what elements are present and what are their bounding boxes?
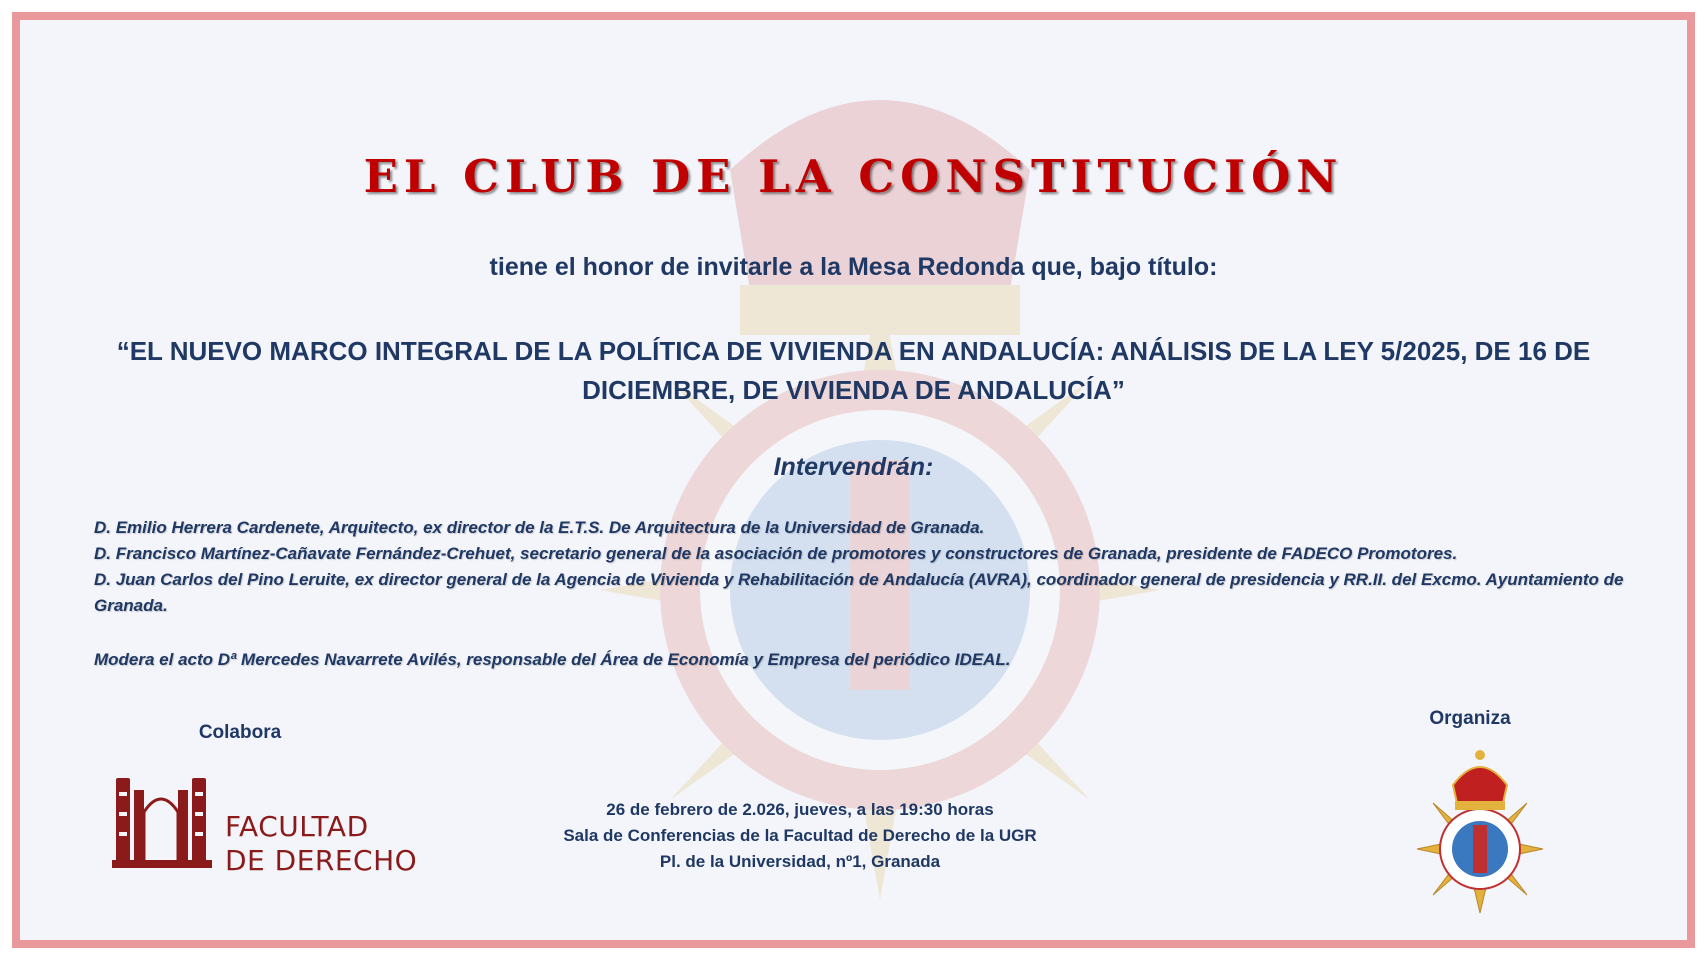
page-title: EL CLUB DE LA CONSTITUCIÓN xyxy=(363,150,1344,203)
speakers-heading: Intervendrán: xyxy=(773,453,934,481)
invitation-frame xyxy=(12,12,1695,948)
event-details xyxy=(450,797,1150,875)
faculty-name xyxy=(225,810,417,878)
speaker-item: D. Francisco Martínez-Cañavate Fernández-Crehuet, secretario general de la asociación de promotores y constructores de Granada, presidente de FADECO Promotores. xyxy=(94,544,1458,563)
talk-title-line: DICIEMBRE, DE VIVIENDA DE ANDALUCÍA” xyxy=(582,375,1125,405)
event-address: Pl. de la Universidad, nº1, Granada xyxy=(659,852,941,871)
faculty-name-line: DE DERECHO xyxy=(225,844,418,877)
moderator-text: Modera el acto Dª Mercedes Navarrete Avilés, responsable del Área de Economía y Empresa del periódico IDEAL. xyxy=(94,650,1011,669)
invitation-subtitle: tiene el honor de invitarle a la Mesa Redonda que, bajo título: xyxy=(489,253,1218,281)
talk-title-line: “EL NUEVO MARCO INTEGRAL DE LA POLÍTICA DE VIVIENDA EN ANDALUCÍA: ANÁLISIS DE LA LEY 5/2025, DE 16 DE xyxy=(116,336,1591,366)
collaborator-label: Colabora xyxy=(198,722,282,743)
event-date: 26 de febrero de 2.026, jueves, a las 19:30 horas xyxy=(606,800,994,819)
faculty-name-line: FACULTAD xyxy=(225,810,369,843)
speaker-item: D. Emilio Herrera Cardenete, Arquitecto, ex director de la E.T.S. De Arquitectura de la Universidad de Granada. xyxy=(94,518,985,537)
talk-title xyxy=(90,332,1617,410)
speakers-list xyxy=(94,515,1627,619)
organizer-label: Organiza xyxy=(1429,708,1511,729)
club-emblem-logo xyxy=(1415,745,1545,915)
faculty-logo-icon xyxy=(108,772,218,872)
speaker-item: D. Juan Carlos del Pino Leruite, ex director general de la Agencia de Vivienda y Rehabilitación de Andalucía (AVRA), coordinador general de presidencia y RR.II. del Excmo. Ayuntamiento de Granada. xyxy=(94,570,1624,615)
event-venue: Sala de Conferencias de la Facultad de Derecho de la UGR xyxy=(563,826,1037,845)
